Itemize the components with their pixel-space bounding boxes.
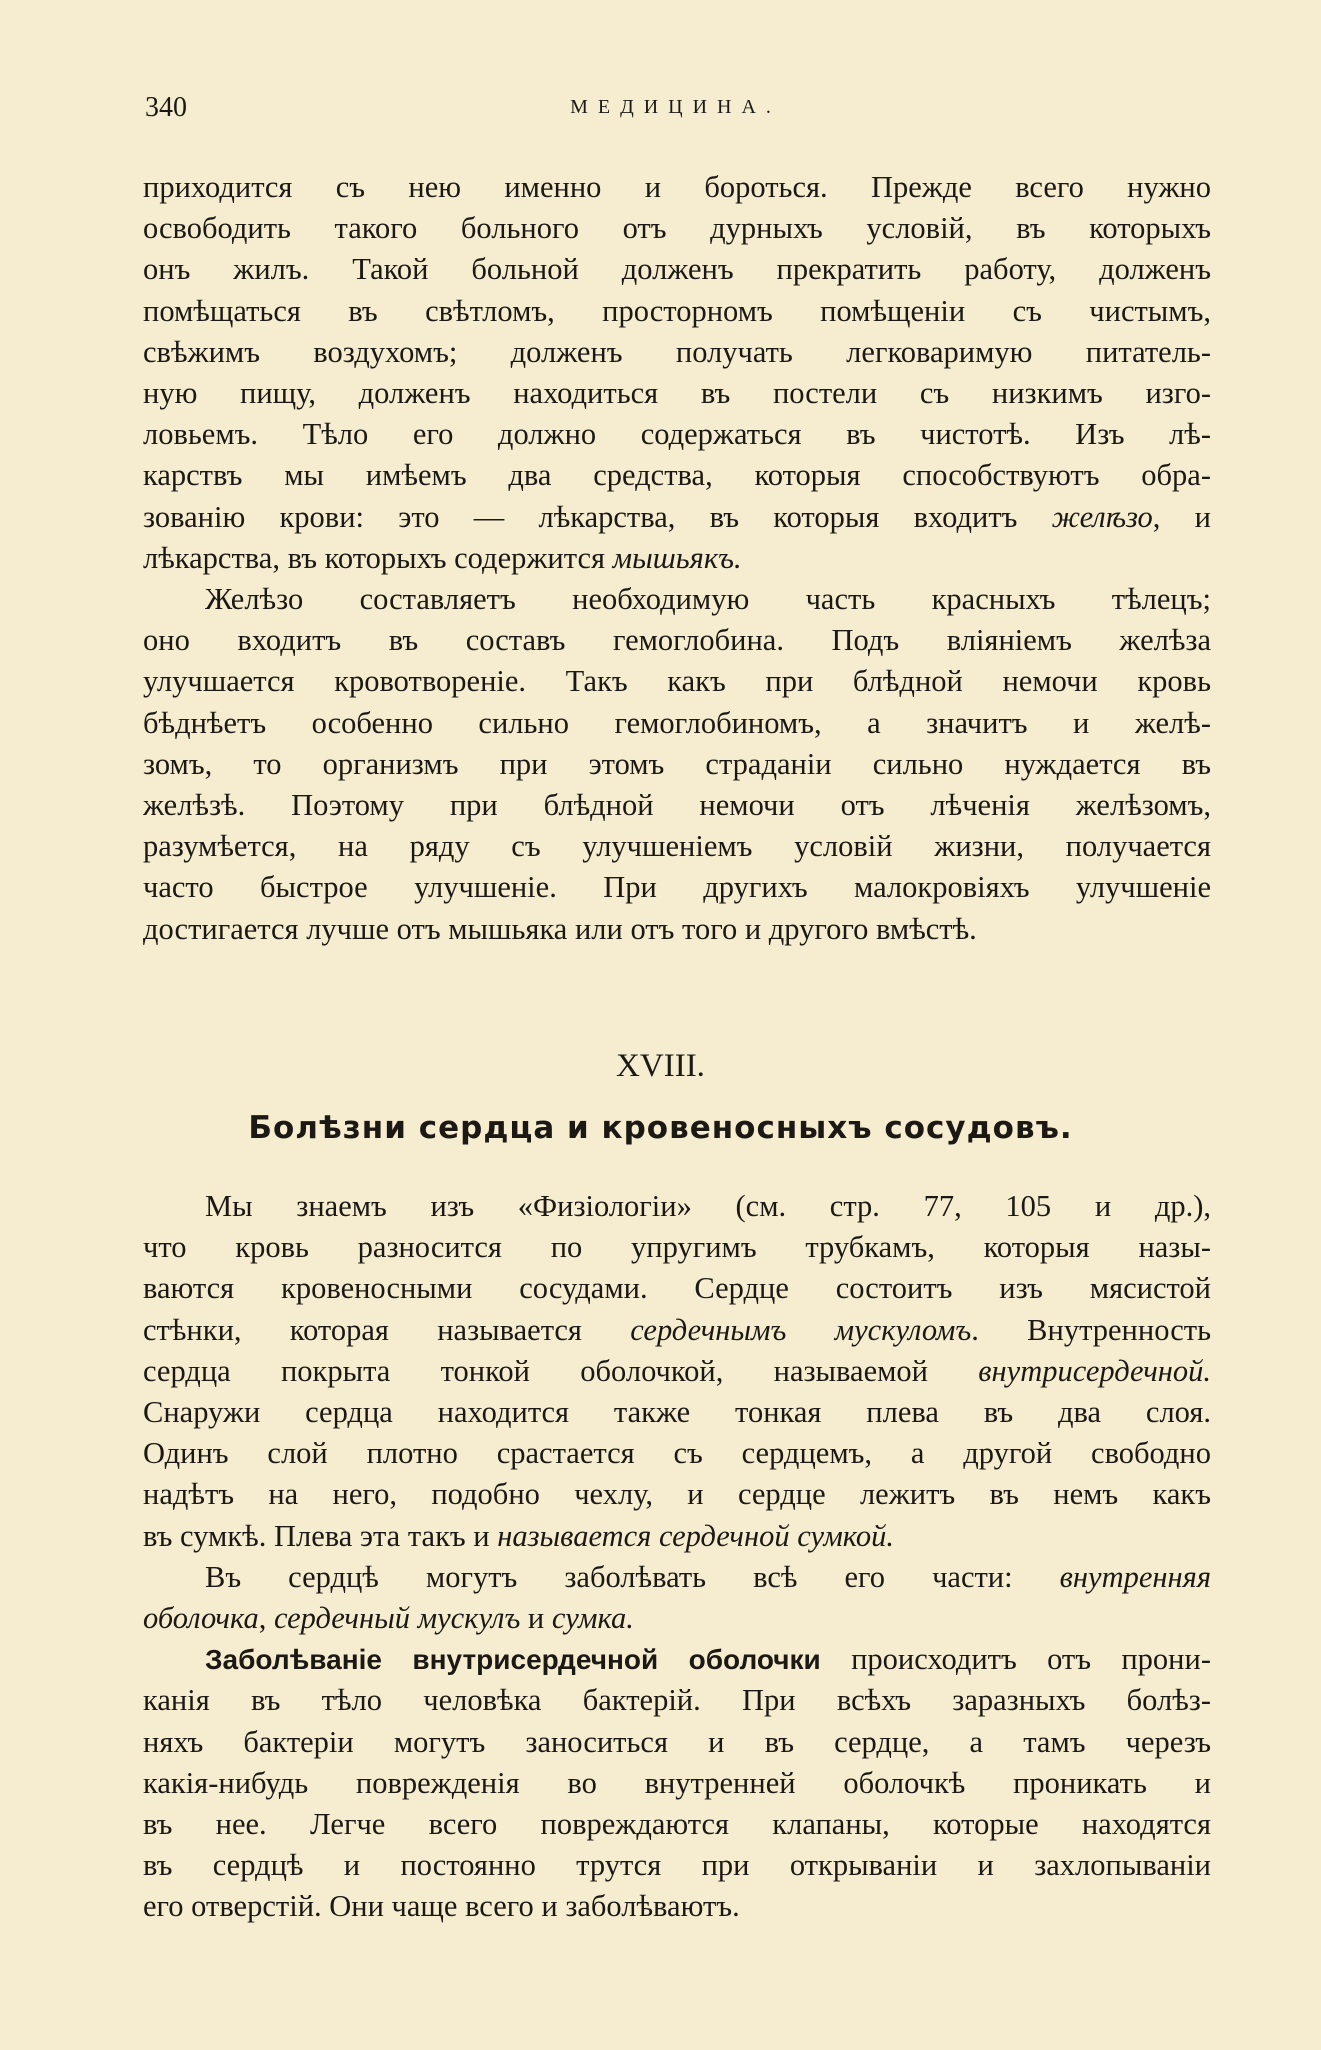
text-line: разумѣется, на ряду съ улучшеніемъ условій жизни, получается bbox=[143, 829, 1211, 864]
text-line: въ сердцѣ и постоянно трутся при открываніи и захлопываніи bbox=[143, 1848, 1211, 1883]
text-line bbox=[143, 1557, 1211, 1598]
text-segment: зованію крови: это — лѣкарства, въ которыя входитъ bbox=[143, 499, 1052, 534]
text-segment: . Внутренность bbox=[971, 1312, 1211, 1347]
page-number: 340 bbox=[145, 92, 187, 123]
text-line: освободить такого больного отъ дурныхъ условій, въ которыхъ bbox=[143, 211, 1211, 246]
text-line bbox=[143, 1598, 1211, 1639]
text-line: приходится съ нею именно и бороться. Прежде всего нужно bbox=[143, 170, 1211, 204]
text-line: достигается лучше отъ мышьяка или отъ того и другого вмѣстѣ. bbox=[143, 911, 977, 946]
text-line: ваются кровеносными сосудами. Сердце состоитъ изъ мясистой bbox=[143, 1271, 1211, 1306]
text-segment: Въ сердцѣ могутъ заболѣвать всѣ его части: bbox=[205, 1559, 1060, 1594]
text-line bbox=[143, 1351, 1211, 1392]
italic-term: оболочка bbox=[143, 1601, 259, 1636]
text-line bbox=[143, 538, 1211, 579]
running-title: МЕДИЦИНА. bbox=[570, 96, 781, 118]
text-line: помѣщаться въ свѣтломъ, просторномъ помѣщеніи съ чистымъ, bbox=[143, 293, 1211, 328]
text-line: желѣзѣ. Поэтому при блѣдной немочи отъ лѣченія желѣзомъ, bbox=[143, 788, 1211, 823]
paragraph bbox=[143, 579, 1211, 950]
text-line: онъ жилъ. Такой больной долженъ прекратить работу, долженъ bbox=[143, 252, 1211, 287]
italic-term: сердечный мускулъ bbox=[273, 1601, 521, 1636]
text-segment: въ сумкѣ. Плева эта такъ и bbox=[143, 1518, 498, 1553]
text-line: Желѣзо составляетъ необходимую часть красныхъ тѣлецъ; bbox=[205, 582, 1211, 617]
text-line: бѣднѣетъ особенно сильно гемоглобиномъ, а значитъ и желѣ- bbox=[143, 705, 1211, 740]
text-segment: и bbox=[520, 1601, 552, 1636]
italic-term: мышьякъ. bbox=[612, 540, 742, 575]
text-segment: , и bbox=[1152, 499, 1211, 534]
text-segment: стѣнки, которая называется bbox=[143, 1312, 631, 1347]
text-line: зомъ, то организмъ при этомъ страданіи сильно нуждается въ bbox=[143, 746, 1211, 781]
bold-term: Заболѣваніе внутрисердечной оболочки bbox=[205, 1644, 821, 1676]
page-header bbox=[145, 92, 1206, 132]
section-number: XVIII. bbox=[616, 1048, 705, 1084]
text-line bbox=[143, 1310, 1211, 1351]
text-line: въ нее. Легче всего повреждаются клапаны, которые находятся bbox=[143, 1807, 1211, 1842]
text-line: что кровь разносится по упругимъ трубкамъ, которыя назы- bbox=[143, 1230, 1211, 1265]
text-line: канія въ тѣло человѣка бактерій. При всѣхъ заразныхъ болѣз- bbox=[143, 1683, 1211, 1718]
text-segment: происходитъ отъ прони- bbox=[820, 1642, 1211, 1677]
text-line: ловьемъ. Тѣло его должно содержаться въ чистотѣ. Изъ лѣ- bbox=[143, 417, 1211, 452]
text-block-section bbox=[143, 1186, 1211, 1928]
text-line: его отверстій. Они чаще всего и заболѣваютъ. bbox=[143, 1889, 740, 1924]
paragraph bbox=[143, 167, 1211, 579]
text-line: Мы знаемъ изъ «Физіологіи» (см. стр. 77, 105 и др.), bbox=[205, 1189, 1211, 1223]
text-segment: сердца покрыта тонкой оболочкой, называемой bbox=[143, 1353, 979, 1388]
text-segment: лѣкарства, въ которыхъ содержится bbox=[143, 540, 613, 575]
text-line: ную пищу, долженъ находиться въ постели съ низкимъ изго- bbox=[143, 376, 1211, 411]
italic-term: желѣзо bbox=[1051, 499, 1153, 534]
text-segment: , bbox=[258, 1601, 274, 1636]
text-line: няхъ бактеріи могутъ заноситься и въ сердце, а тамъ черезъ bbox=[143, 1724, 1211, 1759]
italic-term: внутренняя bbox=[1059, 1559, 1211, 1594]
text-line bbox=[143, 1516, 1211, 1557]
text-line: Одинъ слой плотно срастается съ сердцемъ, а другой свободно bbox=[143, 1436, 1211, 1471]
text-line bbox=[143, 497, 1211, 538]
italic-term: сердечнымъ мускуломъ bbox=[630, 1312, 972, 1347]
italic-term: сумка. bbox=[551, 1601, 634, 1636]
text-block-continued bbox=[143, 167, 1211, 950]
paragraph bbox=[143, 1557, 1211, 1639]
paragraph bbox=[143, 1186, 1211, 1557]
paragraph bbox=[143, 1639, 1211, 1927]
text-line: карствъ мы имѣемъ два средства, которыя способствуютъ обра- bbox=[143, 458, 1211, 493]
text-line: какія-нибудь поврежденія во внутренней оболочкѣ проникать и bbox=[143, 1765, 1211, 1800]
text-line: свѣжимъ воздухомъ; долженъ получать легковаримую питатель- bbox=[143, 334, 1211, 369]
italic-term: внутрисердечной. bbox=[978, 1353, 1211, 1388]
text-line: надѣтъ на него, подобно чехлу, и сердце лежитъ въ немъ какъ bbox=[143, 1477, 1211, 1512]
italic-term: называется сердечной сумкой. bbox=[497, 1518, 895, 1553]
text-line: улучшается кровотвореніе. Такъ какъ при блѣдной немочи кровь bbox=[143, 664, 1211, 699]
text-line bbox=[143, 1639, 1211, 1680]
text-line: Снаружи сердца находится также тонкая плева въ два слоя. bbox=[143, 1395, 1211, 1430]
section-title: Болѣзни сердца и кровеносныхъ сосудовъ. bbox=[248, 1110, 1073, 1146]
text-line: оно входитъ въ составъ гемоглобина. Подъ вліяніемъ желѣза bbox=[143, 623, 1211, 658]
text-line: часто быстрое улучшеніе. При другихъ малокровіяхъ улучшеніе bbox=[143, 870, 1211, 905]
